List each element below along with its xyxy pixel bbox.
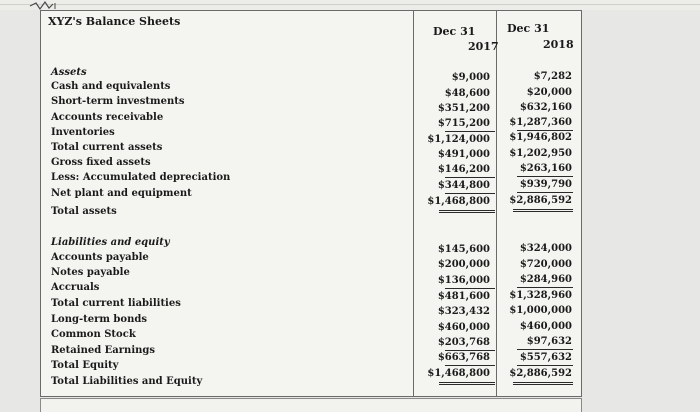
row-label: Inventories: [51, 127, 115, 138]
subtotal-underline: [445, 193, 495, 194]
row-label: Total current liabilities: [51, 298, 181, 309]
next-table-edge: [40, 398, 582, 412]
col-2018-label: Dec 31: [507, 22, 550, 35]
cell-2018: $263,160: [519, 163, 572, 174]
cell-2018: $2,886,592: [509, 368, 572, 379]
cell-2017: $145,600: [437, 244, 490, 255]
cell-2017: $491,000: [437, 149, 490, 160]
row-label: Short-term investments: [51, 96, 185, 107]
row-label: Cash and equivalents: [51, 81, 171, 92]
cell-2018: $632,160: [519, 102, 572, 113]
top-rule: [0, 4, 700, 5]
cell-2017: $200,000: [437, 259, 490, 270]
total-underline: [513, 384, 573, 385]
total-underline: [513, 211, 573, 212]
subtotal-underline: [445, 365, 495, 366]
col-2017-label: Dec 31: [433, 25, 476, 38]
cell-2018: $1,328,960: [509, 290, 572, 301]
col-2017-year: 2017: [468, 40, 499, 53]
cell-2017: $344,800: [437, 180, 490, 191]
row-label: Less: Accumulated depreciation: [51, 172, 231, 183]
row-label: Net plant and equipment: [51, 188, 192, 199]
column-divider-2018: [496, 11, 497, 396]
cell-2017: $9,000: [451, 72, 490, 83]
row-label: Total Equity: [51, 360, 119, 371]
column-divider-2017: [413, 11, 414, 396]
row-label: Gross fixed assets: [51, 157, 151, 168]
cell-2018: $460,000: [519, 321, 572, 332]
cell-2018: $939,790: [519, 179, 572, 190]
cell-2018: $97,632: [526, 336, 572, 347]
cell-2017: $48,600: [444, 88, 490, 99]
total-underline: [513, 209, 573, 210]
cell-2017: $715,200: [437, 118, 490, 129]
cell-2017: $146,200: [437, 164, 490, 175]
cell-2018: $2,886,592: [509, 195, 572, 206]
total-underline: [513, 382, 573, 383]
cell-2017: $460,000: [437, 322, 490, 333]
subtotal-underline: [445, 131, 495, 132]
sheet-title: XYZ's Balance Sheets: [48, 15, 181, 28]
cell-2017: $1,468,800: [427, 196, 490, 207]
cell-2018: $284,960: [519, 274, 572, 285]
subtotal-underline: [517, 349, 573, 350]
cell-2018: $1,287,360: [509, 117, 572, 128]
cell-2017: $1,124,000: [427, 134, 490, 145]
cell-2018: $1,202,950: [509, 148, 572, 159]
cell-2018: $557,632: [519, 352, 572, 363]
subtotal-underline: [517, 176, 573, 177]
liabilities-heading: Liabilities and equity: [51, 237, 170, 248]
cell-2018: $7,282: [533, 71, 572, 82]
total-underline: [439, 212, 495, 213]
subtotal-underline: [517, 192, 573, 193]
balance-sheet-table: [40, 10, 582, 397]
row-label: Total Liabilities and Equity: [51, 376, 203, 387]
row-label: Total current assets: [51, 142, 163, 153]
cell-2017: $323,432: [437, 306, 490, 317]
subtotal-underline: [445, 177, 495, 178]
total-underline: [439, 382, 495, 383]
row-label: Accruals: [51, 282, 100, 293]
row-label: Accounts receivable: [51, 112, 164, 123]
cell-2018: $324,000: [519, 243, 572, 254]
cell-2018: $720,000: [519, 259, 572, 270]
row-label: Notes payable: [51, 267, 130, 278]
subtotal-underline: [517, 130, 573, 131]
col-2018-year: 2018: [543, 38, 574, 51]
cell-2017: $203,768: [437, 337, 490, 348]
row-label: Long-term bonds: [51, 314, 147, 325]
cell-2018: $1,946,802: [509, 132, 572, 143]
total-underline: [439, 384, 495, 385]
cell-2018: $20,000: [526, 87, 572, 98]
row-label: Common Stock: [51, 329, 136, 340]
subtotal-underline: [517, 287, 573, 288]
subtotal-underline: [517, 365, 573, 366]
subtotal-underline: [445, 350, 495, 351]
total-underline: [439, 210, 495, 211]
cell-2017: $481,600: [437, 291, 490, 302]
cell-2018: $1,000,000: [509, 305, 572, 316]
subtotal-underline: [445, 288, 495, 289]
cell-2017: $1,468,800: [427, 368, 490, 379]
cell-2017: $136,000: [437, 275, 490, 286]
cell-2017: $351,200: [437, 103, 490, 114]
row-label: Total assets: [51, 206, 117, 217]
cell-2017: $663,768: [437, 352, 490, 363]
row-label: Accounts payable: [51, 252, 149, 263]
assets-heading: Assets: [51, 67, 87, 78]
row-label: Retained Earnings: [51, 345, 156, 356]
top-strip: [0, 0, 700, 10]
